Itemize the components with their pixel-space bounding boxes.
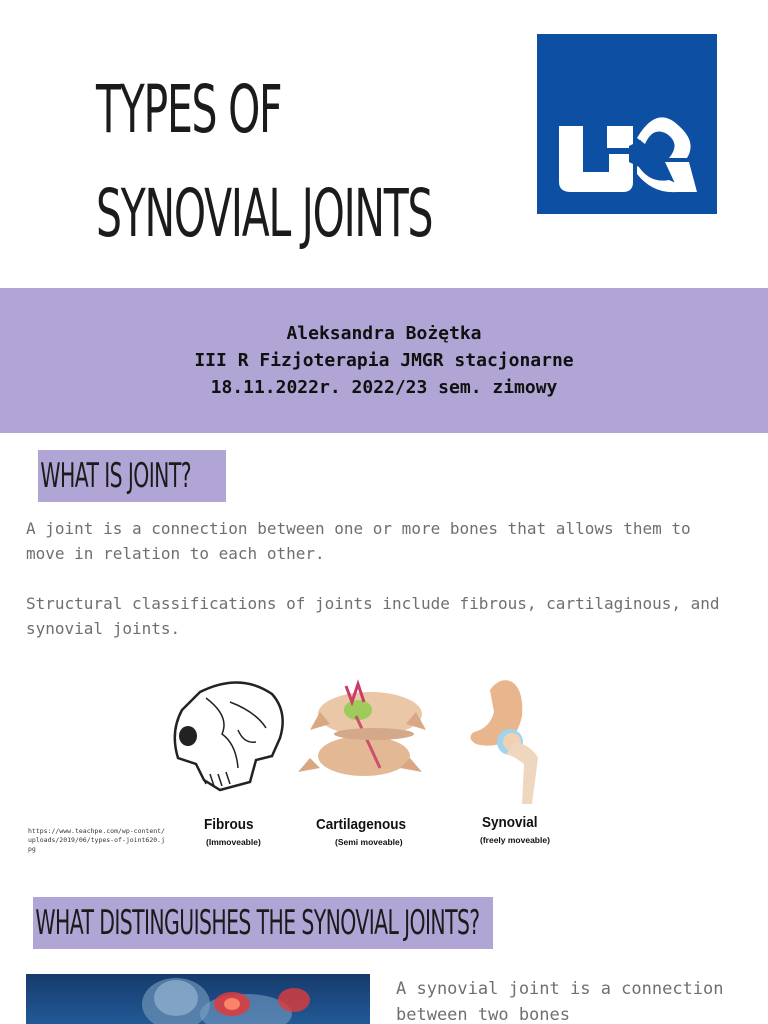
cartilagenous-sub-label: (Semi moveable) xyxy=(335,837,403,847)
title-line-2: SYNOVIAL JOINTS xyxy=(96,175,433,252)
section-heading-what-is-joint xyxy=(38,450,226,502)
synovial-label: Synovial xyxy=(482,814,538,831)
author-band xyxy=(0,288,768,433)
joint-definition-text: A joint is a connection between one or more bones that allows them to move in relation to each other. xyxy=(26,519,691,563)
section-heading-synovial xyxy=(33,897,493,949)
shoulder-anatomy-image xyxy=(26,974,370,1024)
page-title xyxy=(96,58,433,266)
cartilagenous-label: Cartilagenous xyxy=(316,816,407,833)
university-logo-icon xyxy=(537,34,717,214)
fibrous-label: Fibrous xyxy=(204,816,254,833)
joint-classification-text: Structural classifications of joints include fibrous, cartilaginous, and synovial joints. xyxy=(26,594,720,638)
synovial-definition-text: A synovial joint is a connection between two bones xyxy=(396,979,724,1024)
section-heading-text: WHAT IS JOINT? xyxy=(40,456,191,496)
title-line-1: TYPES OF xyxy=(96,71,282,148)
author-name: Aleksandra Bożętka xyxy=(286,323,482,344)
figure-source-link[interactable]: https://www.teachpe.com/wp-content/uploads/2019/06/types-of-joint620.jpg xyxy=(28,827,165,853)
section-heading-text: WHAT DISTINGUISHES THE SYNOVIAL JOINTS? xyxy=(35,903,480,943)
synovial-sub-label: (freely moveable) xyxy=(480,835,550,845)
author-program: III R Fizjoterapia JMGR stacjonarne xyxy=(194,350,574,371)
joint-types-figure xyxy=(160,672,580,862)
vertebra-icon xyxy=(298,684,426,776)
author-date: 18.11.2022r. 2022/23 sem. zimowy xyxy=(210,377,558,398)
skull-icon xyxy=(175,682,283,790)
hip-joint-icon xyxy=(470,680,538,804)
fibrous-sub-label: (Immoveable) xyxy=(206,837,261,847)
